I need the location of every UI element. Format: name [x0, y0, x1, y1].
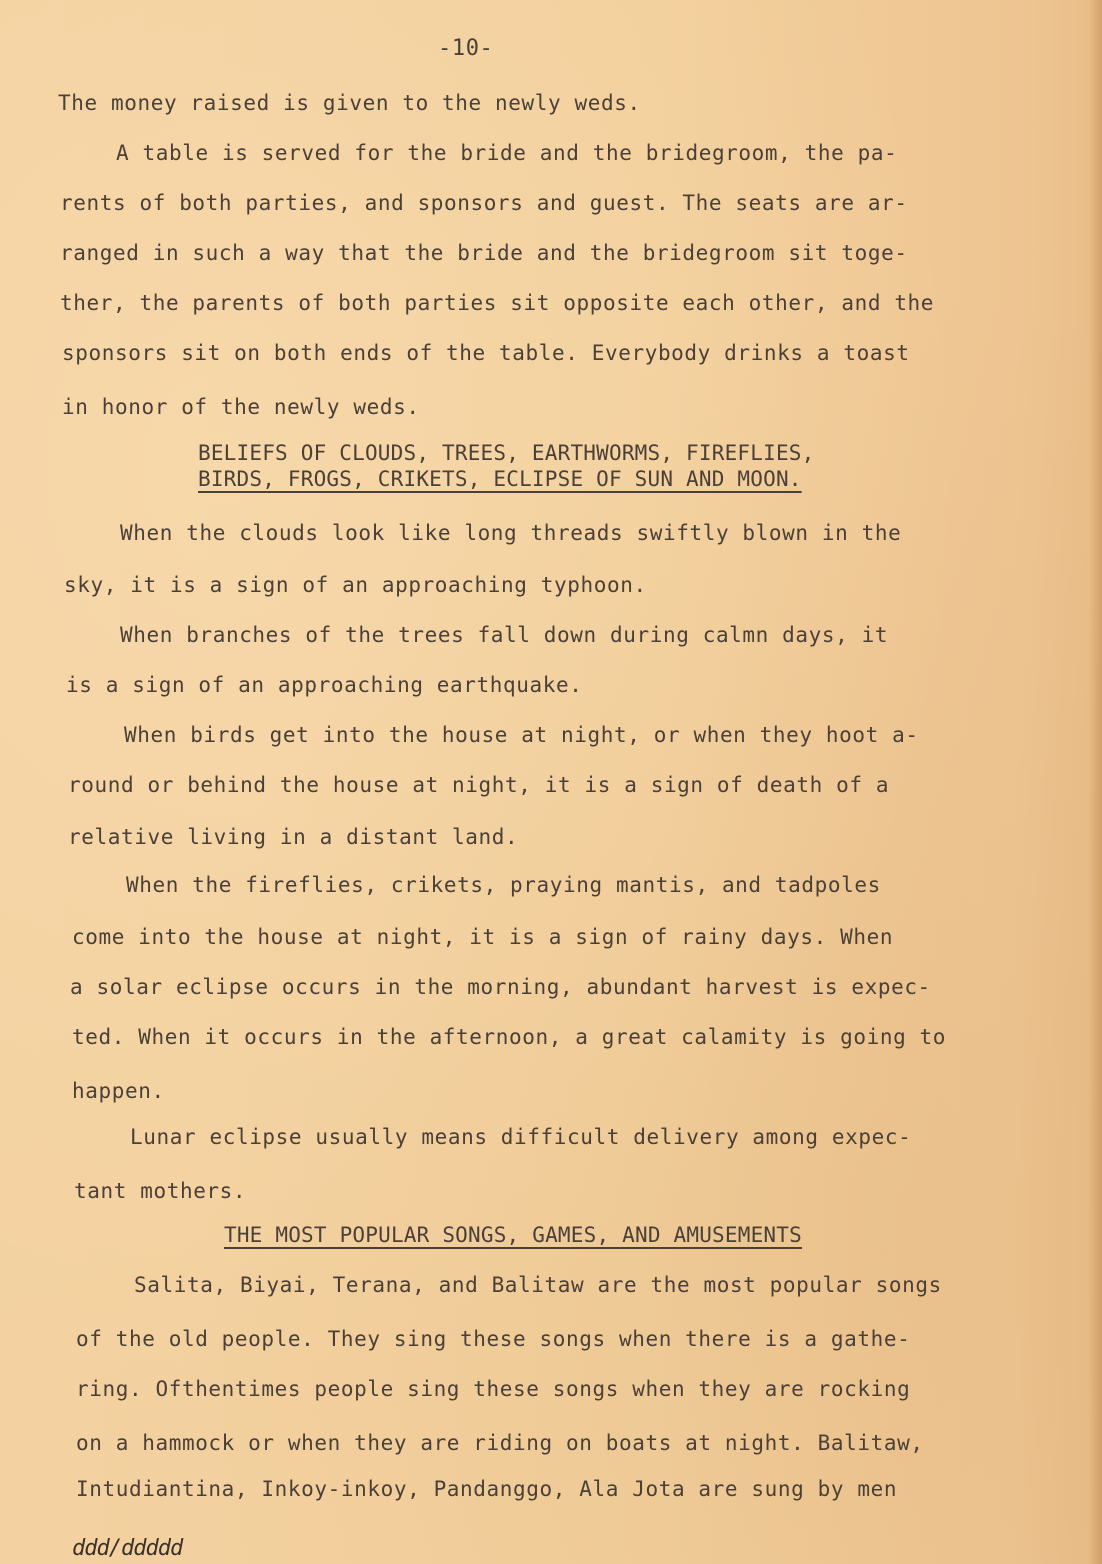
- body-line: sponsors sit on both ends of the table. Everybody drinks a toast: [62, 341, 910, 365]
- body-line: happen.: [72, 1079, 165, 1103]
- body-line: is a sign of an approaching earthquake.: [66, 673, 583, 697]
- body-line: When birds get into the house at night, or when they hoot a-: [124, 723, 919, 747]
- page-number: -10-: [438, 36, 494, 61]
- body-line: of the old people. They sing these songs when there is a gathe-: [76, 1327, 911, 1351]
- body-line: Intudiantina, Inkoy-inkoy, Pandanggo, Ala Jota are sung by men: [76, 1477, 898, 1501]
- body-line: ring. Ofthentimes people sing these songs when they are rocking: [76, 1377, 911, 1401]
- body-line: come into the house at night, it is a sign of rainy days. When: [72, 925, 894, 949]
- page-edge: [1088, 0, 1102, 1564]
- body-line: on a hammock or when they are riding on boats at night. Balitaw,: [76, 1431, 924, 1455]
- body-line: Salita, Biyai, Terana, and Balitaw are the most popular songs: [134, 1273, 942, 1297]
- body-line: relative living in a distant land.: [68, 825, 519, 849]
- body-line: ted. When it occurs in the afternoon, a great calamity is going to: [72, 1025, 947, 1049]
- body-line: round or behind the house at night, it is a sign of death of a: [68, 773, 890, 797]
- body-line: a solar eclipse occurs in the morning, abundant harvest is expec-: [70, 975, 931, 999]
- body-line: sky, it is a sign of an approaching typhoon.: [64, 573, 647, 597]
- body-line: When branches of the trees fall down during calmn days, it: [120, 623, 889, 647]
- body-line: ranged in such a way that the bride and the bridegroom sit toge-: [60, 241, 908, 265]
- handwritten-mark: ddd/ddddd: [72, 1536, 183, 1561]
- body-line: When the fireflies, crikets, praying mantis, and tadpoles: [126, 873, 881, 897]
- body-line: tant mothers.: [74, 1179, 247, 1203]
- body-line: The money raised is given to the newly weds.: [58, 91, 641, 115]
- body-line: in honor of the newly weds.: [62, 395, 420, 419]
- section-heading: THE MOST POPULAR SONGS, GAMES, AND AMUSEMENTS: [224, 1223, 802, 1247]
- body-line: Lunar eclipse usually means difficult delivery among expec-: [130, 1125, 912, 1149]
- section-heading-line: BELIEFS OF CLOUDS, TREES, EARTHWORMS, FIREFLIES,: [198, 441, 815, 465]
- body-line: A table is served for the bride and the bridegroom, the pa-: [116, 141, 898, 165]
- section-heading-line: BIRDS, FROGS, CRIKETS, ECLIPSE OF SUN AND MOON.: [198, 467, 802, 491]
- body-line: rents of both parties, and sponsors and guest. The seats are ar-: [60, 191, 908, 215]
- body-line: When the clouds look like long threads swiftly blown in the: [120, 521, 902, 545]
- body-line: ther, the parents of both parties sit opposite each other, and the: [60, 291, 935, 315]
